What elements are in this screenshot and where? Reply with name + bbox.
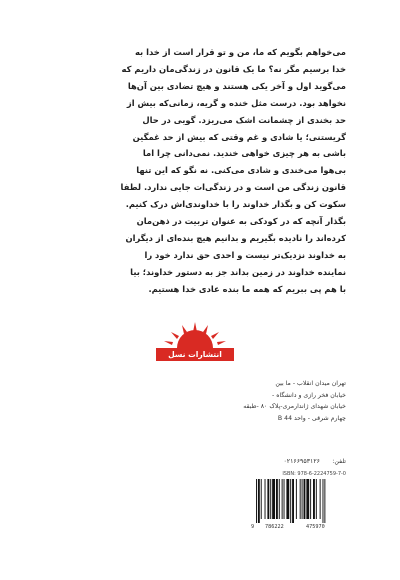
blurb-line: باشی به هر چیزی خواهی خندید. نمی‌دانی چرا اما	[142, 148, 346, 159]
blurb-line: بگذار آنچه که در کودکی به عنوان تربیت در ذهن‌مان	[136, 216, 346, 227]
barcode-icon	[256, 479, 346, 523]
barcode-digit-prefix: 9	[251, 524, 255, 530]
barcode-bar	[265, 479, 266, 519]
blurb-line: سکوت کن و بگذار خداوند را با خداوندی‌اش درک کنیم.	[125, 199, 346, 210]
barcode-bar	[256, 479, 257, 523]
barcode-bar	[276, 479, 278, 519]
isbn: ISBN: 978-6-2224759-7-0	[282, 471, 346, 477]
barcode-bar	[284, 479, 285, 519]
barcode-digits-left: 786222	[265, 524, 284, 530]
phone-label: تلفن:	[332, 458, 346, 465]
phone-number: ۰۲۱۶۶۹۵۳۱۲۶	[283, 458, 320, 465]
address-line: خیابان فخر رازی و دانشگاه -	[272, 391, 346, 399]
barcode-bar	[302, 479, 303, 519]
barcode-bar	[296, 479, 297, 519]
barcode-bar	[286, 479, 289, 519]
blurb-line: نماینده خداوند در زمین بداند جز به دستور خداوند؛ بیا	[130, 266, 346, 277]
address-line: تهران میدان انقلاب - ما بین	[275, 380, 346, 387]
publisher-address	[196, 378, 346, 424]
barcode-bar	[316, 479, 317, 519]
barcode-bar	[320, 479, 321, 519]
publisher-name: انتشارات نسل روشن	[156, 348, 234, 361]
barcode-bar	[304, 479, 306, 519]
blurb-line: می‌خواهم بگویم که ما، من و تو قرار است از خدا به	[134, 47, 346, 57]
barcode-bar	[267, 479, 269, 519]
blurb-line: نخواهد بود. درست مثل خنده و گریه، زمانی‌که بیش از	[126, 97, 346, 108]
barcode-bar	[279, 479, 280, 519]
blurb-line: بی‌هوا می‌خندی و شادی می‌کنی. نه نگو که این تنها	[136, 165, 346, 176]
barcode-digits-right: 475970	[306, 524, 325, 530]
barcode-bar	[306, 479, 309, 519]
blurb-text	[60, 44, 346, 298]
barcode-bar	[261, 479, 262, 519]
address-line: خیابان شهدای ژاندارمری-پلاک ۸۰ -طبقه	[243, 403, 346, 411]
barcode-bar	[292, 479, 294, 523]
barcode-bar	[270, 479, 271, 519]
barcode-bar	[310, 479, 311, 519]
barcode-bar	[313, 479, 315, 519]
blurb-line: قانون زندگی من است و در زندگی‌ات جایی ندارد. لطفا	[120, 182, 346, 193]
barcode-bar	[324, 479, 325, 523]
address-line: چهارم شرقی - واحد B 44	[277, 414, 346, 422]
barcode-bar	[258, 479, 260, 523]
blurb-line: حد بخندی از چشمانت اشک می‌ریزد. گویی در حال	[142, 114, 346, 125]
barcode-bar	[282, 479, 283, 519]
blurb-line: خدا برسیم مگر نه؟ ما یک قانون در زندگی‌مان داریم که	[121, 63, 346, 74]
blurb-line: گریستنی؛ یا شادی و غم وقتی که بیش از حد غمگین	[132, 131, 346, 142]
barcode-bar	[272, 479, 275, 519]
blurb-line: با هم پی ببریم که همه ما بنده عادی خدا هستیم.	[148, 283, 346, 294]
blurb-line: به خداوند نزدیک‌تر نیست و احدی حق ندارد خود را	[144, 249, 346, 260]
barcode-bar	[300, 479, 301, 519]
blurb-line: می‌گوید اول و آخر یکی هستند و هیچ تضادی بین آن‌ها	[127, 80, 346, 91]
barcode-bar	[323, 479, 324, 523]
barcode-bar	[290, 479, 291, 523]
blurb-line: کرده‌اند را نادیده بگیریم و بدانیم هیچ بنده‌ای از دیگران	[125, 232, 346, 243]
